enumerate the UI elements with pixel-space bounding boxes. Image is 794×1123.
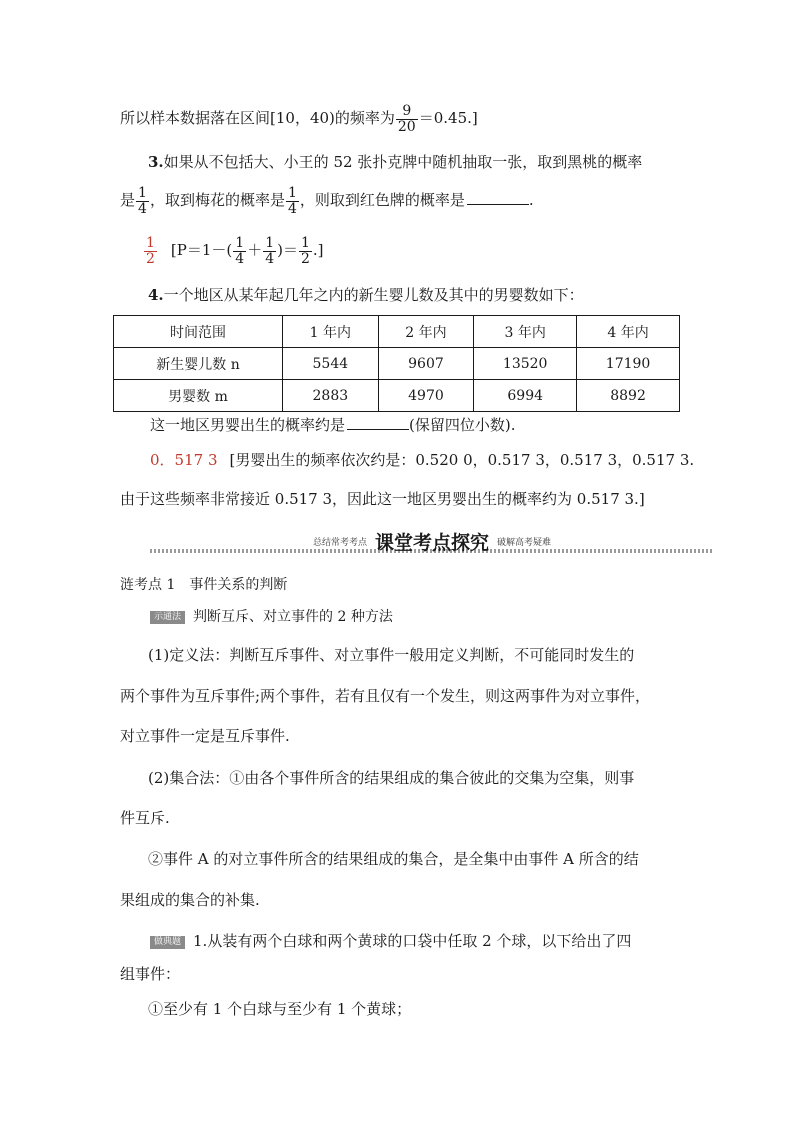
table-row <box>114 380 680 412</box>
para-definition-3 <box>120 729 290 744</box>
answer-blank <box>467 192 529 205</box>
para-complement-1 <box>148 852 639 867</box>
solution-text: .] <box>312 241 324 260</box>
question-text: 如果从不包括大、小王的 52 张扑克牌中随机抽取一张，取到黑桃的概率 <box>163 153 643 171</box>
question-4-followup <box>150 417 516 433</box>
body-text: 果组成的集合的补集. <box>120 891 260 909</box>
body-text: 两个事件为互斥事件;两个事件，若有且仅有一个发生，则这两事件为对立事件， <box>120 687 651 705</box>
question-3-line-1 <box>148 155 642 170</box>
table-cell: 1 年内 <box>283 316 379 348</box>
question-text: (保留四位小数). <box>409 416 516 434</box>
table-cell: 2 年内 <box>378 316 474 348</box>
answer-blank <box>347 417 409 430</box>
table-cell: 9607 <box>378 348 474 380</box>
table-row <box>114 348 680 380</box>
solution-text: [P＝1－( <box>170 241 233 260</box>
fraction: $\frac{1}{4}$ <box>287 185 297 217</box>
solution-text: ＋ <box>247 241 263 260</box>
body-text: (2)集合法：①由各个事件所含的结果组成的集合彼此的交集为空集，则事 <box>148 769 635 787</box>
table-cell: 17190 <box>577 348 680 380</box>
table-cell: 3 年内 <box>474 316 577 348</box>
question-number: 4. <box>148 286 164 304</box>
para-definition-2 <box>120 689 650 704</box>
para-set-1 <box>148 771 634 786</box>
answer-fraction: $\frac{1}{2}$ <box>146 235 155 267</box>
body-text: 对立事件一定是互斥事件. <box>120 727 290 745</box>
para-definition-1 <box>148 648 634 663</box>
solution-text: [男婴出生的频率依次约是：0.520 0，0.517 3，0.517 3，0.517 3. <box>229 451 695 469</box>
solution-text: 由于这些频率非常接近 0.517 3，因此这一地区男婴出生的概率约为 0.517 3.] <box>120 490 645 508</box>
question-text: 是 <box>120 191 136 210</box>
intro-result: ＝0.45.] <box>418 109 478 128</box>
question-number: 3. <box>148 153 164 171</box>
method-tag: 示通法 <box>150 611 185 624</box>
section-title <box>120 578 287 592</box>
answer-4-line-1 <box>150 453 694 468</box>
example-text: ①至少有 1 个白球与至少有 1 个黄球； <box>148 1000 412 1018</box>
data-table <box>113 315 680 412</box>
section-title-text: 涟考点 1 事件关系的判断 <box>120 577 288 593</box>
body-text: (1)定义法：判断互斥事件、对立事件一般用定义判断，不可能同时发生的 <box>148 646 635 664</box>
table-cell: 新生婴儿数 n <box>114 348 283 380</box>
example-line-2 <box>120 967 180 982</box>
method-heading <box>150 610 393 624</box>
body-text: 件互斥. <box>120 809 170 827</box>
para-complement-2 <box>120 893 260 908</box>
table-cell: 4 年内 <box>577 316 680 348</box>
question-4-line <box>148 288 584 303</box>
question-3-line-2 <box>120 186 534 216</box>
question-text: ，取到梅花的概率是 <box>149 191 285 210</box>
table-cell: 6994 <box>474 380 577 412</box>
table-cell: 13520 <box>474 348 577 380</box>
table-cell: 男婴数 m <box>114 380 283 412</box>
table-cell: 2883 <box>283 380 379 412</box>
fraction: $\frac{1}{2}$ <box>300 235 310 267</box>
solution-text: )＝ <box>277 241 298 260</box>
banner-text <box>150 528 714 555</box>
para-set-2 <box>120 811 170 826</box>
fraction: $\frac{1}{4}$ <box>265 235 275 267</box>
section-banner <box>150 528 714 554</box>
table-cell: 8892 <box>577 380 680 412</box>
table-row <box>114 316 680 348</box>
fraction: $\frac{1}{4}$ <box>138 185 147 217</box>
method-title: 判断互斥、对立事件的 2 种方法 <box>193 609 393 625</box>
example-text: 1.从装有两个白球和两个黄球的口袋中任取 2 个球，以下给出了四 <box>193 932 632 950</box>
table-cell: 5544 <box>283 348 379 380</box>
table-cell: 4970 <box>378 380 474 412</box>
example-tag: 做典题 <box>150 936 185 949</box>
answer-value: 0．517 3 <box>150 451 218 469</box>
question-text: ，则取到红色牌的概率是 <box>299 191 465 210</box>
intro-text: 所以样本数据落在区间[10，40)的频率为 <box>120 109 395 128</box>
example-text: 组事件： <box>120 965 181 983</box>
body-text: ②事件 A 的对立事件所含的结果组成的集合，是全集中由事件 A 所含的结 <box>148 850 639 868</box>
question-text: 一个地区从某年起几年之内的新生婴儿数及其中的男婴数如下： <box>163 286 584 304</box>
intro-line <box>120 104 478 134</box>
answer-3-line <box>143 236 324 266</box>
table-cell: 时间范围 <box>114 316 283 348</box>
fraction: $\frac{1}{4}$ <box>235 235 245 267</box>
answer-4-line-2 <box>120 492 645 507</box>
banner-title: 课堂考点探究 <box>374 532 489 554</box>
example-line-1 <box>150 934 631 949</box>
question-text: 这一地区男婴出生的概率约是 <box>150 416 346 434</box>
fraction: $\frac{9}{20}$ <box>397 103 416 135</box>
banner-right: 破解高考疑难 <box>497 538 552 548</box>
banner-left: 总结常考考点 <box>312 538 367 548</box>
question-text: . <box>528 191 534 210</box>
example-line-3 <box>148 1002 411 1017</box>
